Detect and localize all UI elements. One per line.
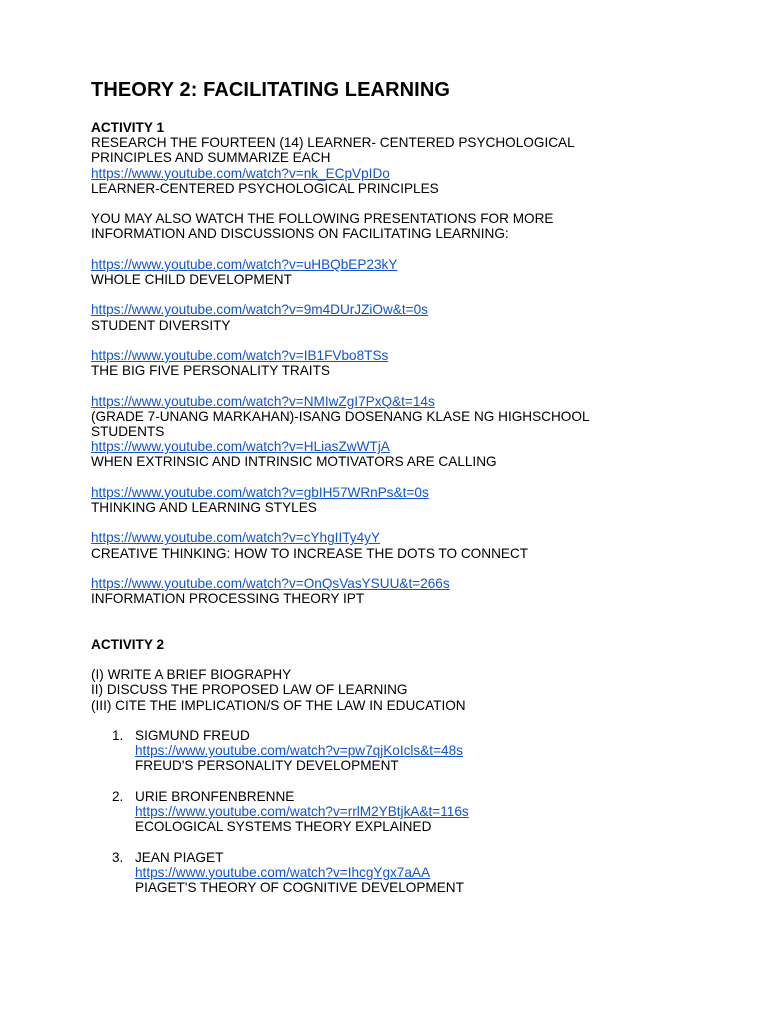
activity-1-note: YOU MAY ALSO WATCH THE FOLLOWING PRESENTATIONS FOR MORE (91, 211, 554, 227)
list-item (91, 789, 728, 835)
activity-2-task: II) DISCUSS THE PROPOSED LAW OF LEARNING (91, 682, 408, 698)
video-link[interactable]: https://www.youtube.com/watch?v=rrlM2YBtjkA&t=116s (135, 803, 469, 819)
resource-item (91, 302, 728, 332)
resource-item (91, 439, 728, 469)
resource-item (91, 485, 728, 515)
list-number: 3. (112, 849, 124, 865)
video-title: THINKING AND LEARNING STYLES (91, 499, 317, 515)
resource-item (91, 394, 728, 440)
video-title: THE BIG FIVE PERSONALITY TRAITS (91, 363, 330, 379)
list-number: 1. (112, 727, 124, 743)
video-link[interactable]: https://www.youtube.com/watch?v=IB1FVbo8TSs (91, 347, 389, 363)
activity-1-instruction: RESEARCH THE FOURTEEN (14) LEARNER- CENTERED PSYCHOLOGICAL (91, 135, 575, 151)
video-title: INFORMATION PROCESSING THEORY IPT (91, 591, 365, 607)
theorist-list (91, 728, 728, 895)
activity-1-note: INFORMATION AND DISCUSSIONS ON FACILITATING LEARNING: (91, 226, 509, 242)
resource-item (91, 530, 728, 560)
video-link[interactable]: https://www.youtube.com/watch?v=cYhgIITy4yY (91, 530, 381, 546)
theorist-name: JEAN PIAGET (135, 849, 224, 865)
video-link[interactable]: https://www.youtube.com/watch?v=9m4DUrJZiOw&t=0s (91, 302, 428, 318)
video-title: CREATIVE THINKING: HOW TO INCREASE THE DOTS TO CONNECT (91, 545, 529, 561)
activity-2-task: (III) CITE THE IMPLICATION/S OF THE LAW IN EDUCATION (91, 697, 466, 713)
activity-2-section (91, 637, 728, 895)
video-link[interactable]: https://www.youtube.com/watch?v=uHBQbEP23kY (91, 256, 398, 272)
video-link[interactable]: https://www.youtube.com/watch?v=gbIH57WRnPs&t=0s (91, 484, 429, 500)
resource-item (91, 257, 728, 287)
video-link[interactable]: https://www.youtube.com/watch?v=pw7qjKoIcls&t=48s (135, 743, 463, 759)
theorist-name: URIE BRONFENBRENNE (135, 788, 295, 804)
page-title: THEORY 2: FACILITATING LEARNING (91, 79, 451, 101)
activity-2-heading: ACTIVITY 2 (91, 636, 165, 652)
video-title: WHEN EXTRINSIC AND INTRINSIC MOTIVATORS ARE CALLING (91, 454, 497, 470)
resource-item (91, 348, 728, 378)
list-item (91, 728, 728, 774)
video-title: PIAGET'S THEORY OF COGNITIVE DEVELOPMENT (135, 879, 464, 895)
video-link[interactable]: https://www.youtube.com/watch?v=IhcgYgx7aAA (135, 864, 431, 880)
activity-2-task: (I) WRITE A BRIEF BIOGRAPHY (91, 667, 292, 683)
list-item (91, 850, 728, 896)
video-link[interactable]: https://www.youtube.com/watch?v=NMIwZgI7PxQ&t=14s (91, 393, 435, 409)
video-link[interactable]: https://www.youtube.com/watch?v=HLiasZwWTjA (91, 439, 390, 455)
video-link[interactable]: https://www.youtube.com/watch?v=OnQsVasYSUU&t=266s (91, 575, 450, 591)
resource-item (91, 576, 728, 606)
video-title: (GRADE 7-UNANG MARKAHAN)-ISANG DOSENANG KLASE NG HIGHSCHOOL (91, 408, 590, 424)
theorist-name: SIGMUND FREUD (135, 727, 250, 743)
list-number: 2. (112, 788, 124, 804)
video-link[interactable]: https://www.youtube.com/watch?v=nk_ECpVpIDo (91, 165, 390, 181)
activity-1-instruction: PRINCIPLES AND SUMMARIZE EACH (91, 150, 331, 166)
video-title: LEARNER-CENTERED PSYCHOLOGICAL PRINCIPLES (91, 180, 439, 196)
video-title: WHOLE CHILD DEVELOPMENT (91, 272, 292, 287)
video-title: FREUD'S PERSONALITY DEVELOPMENT (135, 758, 399, 774)
video-title: ECOLOGICAL SYSTEMS THEORY EXPLAINED (135, 819, 432, 835)
activity-1-section (91, 120, 728, 606)
video-title: STUDENTS (91, 423, 165, 439)
activity-1-heading: ACTIVITY 1 (91, 120, 165, 135)
video-title: STUDENT DIVERSITY (91, 317, 231, 333)
